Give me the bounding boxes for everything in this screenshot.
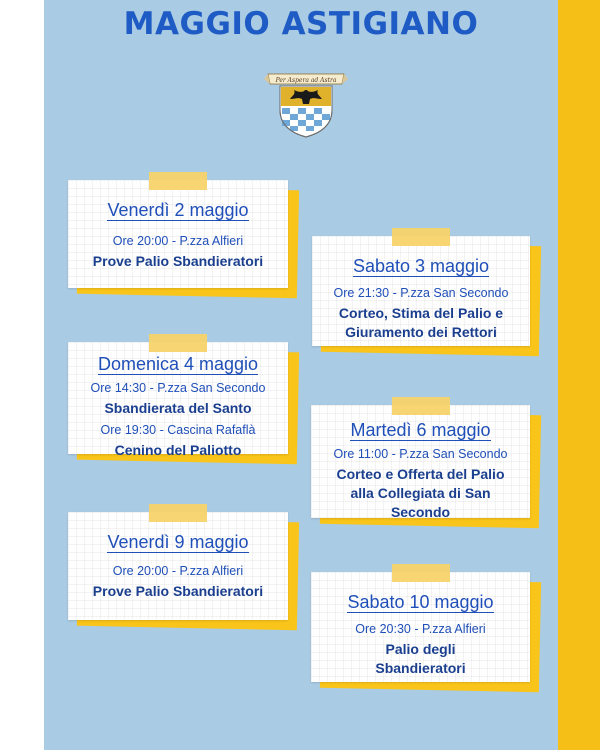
event-time: Ore 20:00 - P.zza Alfieri (112, 564, 244, 578)
yellow-side-strip (558, 0, 600, 750)
card-body (312, 236, 530, 346)
event-day: Venerdì 9 maggio (107, 532, 249, 552)
event-title-2: Cenino del Paliotto (114, 442, 242, 458)
event-card-4 (311, 405, 530, 518)
card-body (311, 572, 530, 682)
event-title-line-2: alla Collegiata di San (350, 485, 491, 501)
card-body (311, 405, 530, 518)
card-body (68, 512, 288, 620)
event-day: Venerdì 2 maggio (107, 200, 249, 220)
left-margin (0, 0, 44, 750)
event-card-6 (311, 572, 530, 682)
event-day: Sabato 3 maggio (352, 256, 490, 276)
event-title: Sbandierata del Santo (104, 400, 252, 416)
event-title-line-1: Corteo, Stima del Palio e (338, 305, 504, 321)
event-day: Sabato 10 maggio (347, 592, 494, 612)
event-title-line-2: Giuramento dei Rettori (345, 324, 497, 340)
event-time: Ore 20:30 - P.zza Alfieri (355, 622, 486, 636)
event-title-line-1: Corteo e Offerta del Palio (336, 466, 505, 482)
event-card-1 (68, 180, 288, 288)
event-title-line-1: Palio degli (385, 641, 456, 657)
page-title: MAGGIO ASTIGIANO (123, 6, 479, 42)
event-day: Martedì 6 maggio (350, 420, 491, 440)
tape (392, 564, 450, 582)
card-body (68, 342, 288, 458)
tape (392, 397, 450, 415)
crest-motto: Per Aspera ad Astra (275, 77, 337, 84)
event-time: Ore 21:30 - P.zza San Secondo (333, 286, 509, 300)
event-day: Domenica 4 maggio (97, 354, 259, 374)
event-title: Prove Palio Sbandieratori (92, 583, 264, 599)
event-title-line-3: Secondo (390, 504, 451, 520)
event-card-2 (312, 236, 530, 346)
event-time-2: Ore 19:30 - Cascina Rafaflà (100, 423, 256, 437)
tape (149, 172, 207, 190)
event-card-5 (68, 512, 288, 620)
tape (392, 228, 450, 246)
event-card-3 (68, 342, 288, 458)
crest-logo (264, 66, 348, 138)
event-time: Ore 20:00 - P.zza Alfieri (112, 234, 244, 248)
event-title: Prove Palio Sbandieratori (92, 253, 264, 269)
event-time: Ore 11:00 - P.zza San Secondo (333, 447, 508, 461)
event-time: Ore 14:30 - P.zza San Secondo (90, 381, 266, 395)
tape (149, 504, 207, 522)
event-title-line-2: Sbandieratori (375, 660, 466, 676)
tape (149, 334, 207, 352)
card-body (68, 180, 288, 288)
